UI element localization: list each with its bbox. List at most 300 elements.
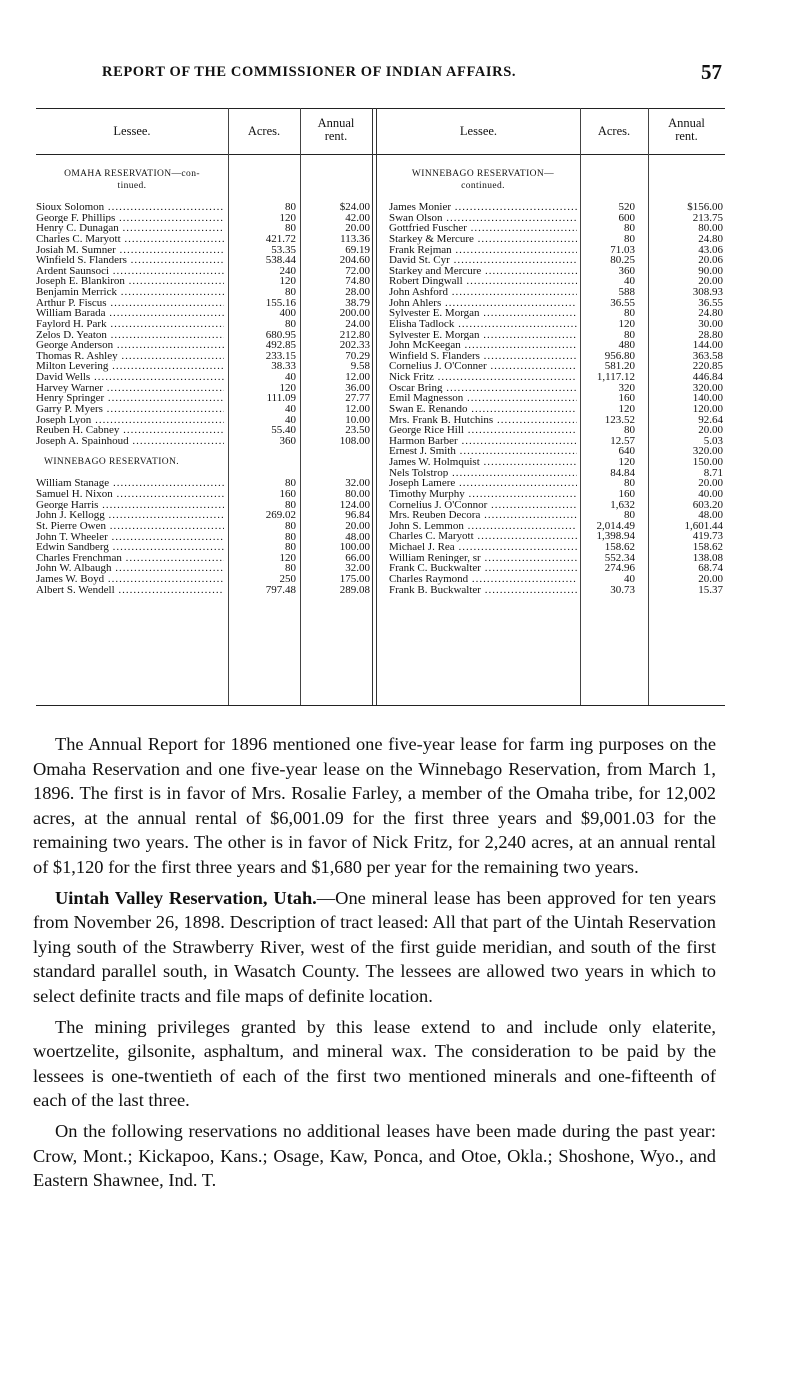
acres-value: 588 (618, 286, 635, 298)
paragraph (33, 886, 716, 1009)
acres-value: 320 (618, 381, 635, 394)
lessee-name: Swan E. Renando ..... (389, 404, 577, 415)
rent-value: 20.00 (698, 424, 723, 437)
lessee-name: Sylvester E. Morgan ..... (389, 330, 577, 341)
acres-value: 111.09 (266, 392, 296, 405)
acres-value: 80 (624, 232, 635, 245)
lessee-name: James W. Boyd ..... (36, 574, 224, 585)
table-top-rule (36, 108, 725, 109)
acres-value: 538.44 (265, 254, 296, 267)
lessee-name: Harmon Barber ..... (389, 436, 577, 447)
section-heading-line: OMAHA RESERVATION—con- (64, 169, 200, 179)
table-row (389, 436, 725, 447)
table-row (36, 202, 372, 213)
omaha-rows (36, 202, 372, 446)
section-heading-line: continued. (461, 181, 505, 191)
lessee-name: Charles C. Maryott ..... (36, 234, 224, 245)
rent-value: 446.84 (692, 371, 723, 383)
rent-value: 320.00 (692, 381, 723, 394)
lessee-name: David St. Cyr ..... (389, 255, 577, 266)
left-table-column (36, 160, 372, 595)
omaha-section-heading (36, 160, 228, 202)
rent-value: 113.36 (340, 232, 370, 245)
column-double-divider (372, 108, 377, 705)
acres-value: 80 (285, 222, 296, 235)
acres-value: 120 (279, 381, 296, 394)
table-row (36, 404, 372, 415)
rent-value: 69.19 (345, 243, 370, 256)
rent-value: 20.00 (698, 477, 723, 490)
rent-value: 100.00 (339, 541, 370, 554)
rent-value: 220.85 (692, 360, 723, 373)
rent-value: 603.20 (692, 498, 723, 511)
table-row (389, 383, 725, 394)
lessee-name: Charles Raymond ..... (389, 574, 577, 585)
lessee-name: Josiah M. Sumner ..... (36, 245, 224, 256)
table-row (36, 255, 372, 266)
lessee-name: Winfield S. Flanders ..... (389, 351, 577, 362)
lessee-name: George Rice Hill ..... (389, 425, 577, 436)
lessee-name: Albert S. Wendell ..... (36, 585, 224, 596)
table-row (36, 287, 372, 298)
acres-value: 956.80 (604, 349, 635, 362)
table-row (36, 415, 372, 426)
lessee-name: Nels Tolstrop ..... (389, 468, 577, 479)
table-row (389, 213, 725, 224)
acres-value: 1,117.12 (596, 371, 635, 383)
body-text (33, 732, 716, 1199)
acres-value: 80 (624, 509, 635, 522)
rent-value: 124.00 (339, 498, 370, 511)
rent-value: 24.80 (698, 232, 723, 245)
table-row (36, 308, 372, 319)
acres-value: 400 (279, 307, 296, 320)
acres-value: 1,632 (610, 498, 635, 511)
acres-value: 797.48 (265, 583, 296, 596)
table-row (389, 351, 725, 362)
acres-value: 360 (279, 434, 296, 447)
table-row (36, 213, 372, 224)
lessee-name: William Barada ..... (36, 308, 224, 319)
lessee-name: Faylord H. Park ..... (36, 319, 224, 330)
table-row (389, 478, 725, 489)
lessee-name: Cornelius J. O'Conner ..... (389, 361, 577, 372)
section-heading-line: tinued. (117, 181, 147, 191)
rent-value: 36.55 (698, 296, 723, 309)
acres-value: 581.20 (604, 360, 635, 373)
table-row (389, 446, 725, 457)
page-number: 57 (701, 60, 722, 84)
lessee-name: Elisha Tadlock ..... (389, 319, 577, 330)
table-row (389, 542, 725, 553)
table-row (36, 510, 372, 521)
table-row (36, 351, 372, 362)
acres-value: 640 (618, 445, 635, 458)
table-row (389, 393, 725, 404)
lessee-name: St. Pierre Owen ..... (36, 521, 224, 532)
table-row (389, 425, 725, 436)
lessee-name: Harvey Warner ..... (36, 383, 224, 394)
rent-value: 1,601.44 (684, 519, 723, 532)
table-row (389, 308, 725, 319)
table-row (389, 574, 725, 585)
paragraph-text: —One mineral lease has been approved for ten years from November 26, 1898. Description of tract leased: All that part of the Uintah Reservation lying south of the Strawberry River, west of the first guide meridian, and south of the first standard parallel south, in Wasatch County. The lessees are allowed two years in which to select definite tracts and file maps of definite location. (33, 887, 716, 1006)
table-row (389, 276, 725, 287)
rent-value: 40.00 (698, 487, 723, 500)
rent-value: 42.00 (345, 211, 370, 224)
table-row (36, 574, 372, 585)
annual-rent-header-right (648, 117, 725, 143)
rent-value: 308.93 (692, 286, 723, 298)
acres-value: 80 (285, 519, 296, 532)
table-row (389, 415, 725, 426)
table-row (389, 404, 725, 415)
acres-value: 55.40 (271, 424, 296, 437)
table-row (36, 276, 372, 287)
rent-value: 20.00 (698, 275, 723, 288)
rent-value: 12.00 (345, 402, 370, 415)
lessee-name: Sylvester E. Morgan ..... (389, 308, 577, 319)
acres-value: 123.52 (604, 413, 635, 426)
acres-value: 80.25 (610, 254, 635, 267)
lessee-name: Winfield S. Flanders ..... (36, 255, 224, 266)
lessee-name: George F. Phillips ..... (36, 213, 224, 224)
lessee-name: Frank Rejman ..... (389, 245, 577, 256)
rent-value: 74.80 (345, 275, 370, 288)
acres-value: 40 (285, 402, 296, 415)
acres-value: 480 (618, 339, 635, 352)
acres-value: 80 (624, 307, 635, 320)
acres-value: 360 (618, 264, 635, 277)
rent-value: 20.00 (345, 519, 370, 532)
table-row (36, 436, 372, 447)
rent-value: $24.00 (339, 201, 370, 213)
acres-value: 80 (624, 424, 635, 437)
acres-value: 274.96 (604, 562, 635, 575)
acres-value: 520 (618, 201, 635, 213)
table-row (36, 330, 372, 341)
lessee-name: Cornelius J. O'Connor ..... (389, 500, 577, 511)
lessee-name: James W. Holmquist ..... (389, 457, 577, 468)
acres-value: 233.15 (265, 349, 296, 362)
rent-value: 20.00 (698, 572, 723, 585)
acres-value: 158.62 (604, 541, 635, 553)
rent-value: 363.58 (692, 349, 723, 362)
table-row (36, 372, 372, 383)
lessee-name: Edwin Sandberg ..... (36, 542, 224, 553)
table-row (36, 553, 372, 564)
running-title: REPORT OF THE COMMISSIONER OF INDIAN AFFAIRS. (102, 64, 517, 80)
rent-value: 12.00 (345, 371, 370, 383)
acres-value: 250 (279, 573, 296, 585)
table-row (389, 330, 725, 341)
acres-value: 80 (624, 222, 635, 235)
rent-value: 96.84 (345, 509, 370, 522)
table-row (389, 298, 725, 309)
table-row (36, 563, 372, 574)
rent-value: 38.79 (345, 296, 370, 309)
rent-value: 108.00 (339, 434, 370, 447)
paragraph: The mining privileges granted by this lease extend to and include only elaterite, woertzelite, gilsonite, asphaltum, and mineral wax. The consideration to be paid by the lessees is one-twentieth of each of the first two mentioned minerals and one-fifteenth of each of the last three. (33, 1016, 716, 1111)
lessee-name: Sioux Solomon ..... (36, 202, 224, 213)
rent-value: 66.00 (345, 551, 370, 564)
lessee-name: James Monier ..... (389, 202, 577, 213)
acres-value: 80 (285, 562, 296, 575)
rent-value: 80.00 (698, 222, 723, 235)
lessee-name: Henry C. Dunagan ..... (36, 223, 224, 234)
lessee-name: Emil Magnesson ..... (389, 393, 577, 404)
rent-value: 200.00 (339, 307, 370, 320)
table-row (389, 563, 725, 574)
table-row (36, 521, 372, 532)
table-row (389, 521, 725, 532)
lessee-name: George Anderson ..... (36, 340, 224, 351)
rent-value: 32.00 (345, 562, 370, 575)
acres-header-left: Acres. (247, 124, 281, 138)
rent-value: 15.37 (698, 583, 723, 596)
acres-value: 155.16 (265, 296, 296, 309)
acres-value: 80 (285, 541, 296, 554)
rent-value: 120.00 (692, 402, 723, 415)
table-row (389, 372, 725, 383)
lessee-name: Frank C. Buckwalter ..... (389, 563, 577, 574)
acres-value: 269.02 (265, 509, 296, 522)
winnebago-continued-heading (389, 160, 577, 202)
lessee-name: Charles Frenchman ..... (36, 553, 224, 564)
winnebago-section-heading: WINNEBAGO RESERVATION. (44, 457, 180, 468)
rent-value: 48.00 (345, 530, 370, 543)
acres-value: 80 (285, 286, 296, 298)
rent-value: 28.80 (698, 328, 723, 341)
lessee-name: Garry P. Myers ..... (36, 404, 224, 415)
lessee-name: John Ahlers ..... (389, 298, 577, 309)
table-row (36, 245, 372, 256)
acres-value: 1,398.94 (596, 530, 635, 543)
table-row (389, 510, 725, 521)
lessee-name: John J. Kellogg ..... (36, 510, 224, 521)
table-row (36, 383, 372, 394)
lessee-name: William Reninger, sr ..... (389, 553, 577, 564)
rent-value: 158.62 (692, 541, 723, 553)
table-row (36, 298, 372, 309)
rent-value: 80.00 (345, 488, 370, 500)
lessee-name: Arthur P. Fiscus ..... (36, 298, 224, 309)
section-heading-line: WINNEBAGO RESERVATION— (411, 169, 555, 179)
acres-value: 80 (285, 201, 296, 213)
acres-value: 36.55 (610, 296, 635, 309)
acres-value: 80 (285, 530, 296, 543)
table-row (389, 489, 725, 500)
acres-value: 492.85 (265, 339, 296, 352)
paragraph: The Annual Report for 1896 mentioned one five-year lease for farm ing purposes on the Omaha Reservation and one five-year lease on the Winnebago Reservation, from March 1, 1896. The first is in favor of Mrs. Rosalie Farley, a member of the Omaha tribe, for 12,002 acres, at the annual rental of $6,001.09 for the first three years and $9,001.03 for the remaining two years. The other is in favor of Nick Fritz, for 2,240 acres, at an annual rental of $1,120 for the first three years and $1,680 per year for the remaining two years. (33, 734, 716, 877)
rent-value: 10.00 (345, 413, 370, 426)
lessee-name: Joseph Lamere ..... (389, 478, 577, 489)
lessee-name: Joseph Lyon ..... (36, 415, 224, 426)
table-bottom-rule (36, 705, 725, 706)
rent-value: 20.00 (345, 222, 370, 235)
rent-value: 150.00 (692, 456, 723, 468)
rent-value: 27.77 (345, 392, 370, 405)
page-header (102, 60, 722, 88)
lessee-name: Gottfried Fuscher ..... (389, 223, 577, 234)
table-row (389, 266, 725, 277)
lessee-header-right: Lessee. (459, 124, 498, 138)
acres-value: 40 (624, 275, 635, 288)
acres-value: 80 (285, 498, 296, 511)
lessee-header-left: Lessee. (113, 124, 151, 138)
lessee-name: Joseph A. Spainhoud ..... (36, 436, 224, 447)
lessee-name: John W. Albaugh ..... (36, 563, 224, 574)
rent-value: 90.00 (698, 264, 723, 277)
acres-value: 84.84 (610, 466, 635, 479)
rent-value: 140.00 (692, 392, 723, 405)
lessee-name: John T. Wheeler ..... (36, 532, 224, 543)
lessee-name: Swan Olson ..... (389, 213, 577, 224)
lessee-name: Reuben H. Cabney ..... (36, 425, 224, 436)
rent-value: 20.06 (698, 254, 723, 267)
table-row (389, 361, 725, 372)
acres-value: 53.35 (271, 243, 296, 256)
lessee-name: Starkey & Mercure ..... (389, 234, 577, 245)
lessee-name: Frank B. Buckwalter ..... (389, 585, 577, 596)
lessee-name: Mrs. Frank B. Hutchins ..... (389, 415, 577, 426)
acres-value: 680.95 (265, 328, 296, 341)
table-row (389, 234, 725, 245)
acres-value: 160 (279, 488, 296, 500)
rent-value: 28.00 (345, 286, 370, 298)
table-row (36, 585, 372, 596)
rent-value: 24.00 (345, 317, 370, 330)
winnebago-rows (36, 478, 372, 595)
rent-value: 289.08 (339, 583, 370, 596)
acres-value: 40 (285, 371, 296, 383)
lessee-name: Mrs. Reuben Decora ..... (389, 510, 577, 521)
lessee-name: Joseph E. Blankiron ..... (36, 276, 224, 287)
table-row (389, 255, 725, 266)
rent-value: 68.74 (698, 562, 723, 575)
table-row (36, 489, 372, 500)
acres-value: 120 (618, 317, 635, 330)
acres-header-right: Acres. (597, 124, 631, 138)
table-row (389, 531, 725, 542)
lessee-name: Thomas R. Ashley ..... (36, 351, 224, 362)
lessee-name: John S. Lemmon ..... (389, 521, 577, 532)
acres-value: 30.73 (610, 583, 635, 596)
table-row (36, 500, 372, 511)
table-row (389, 553, 725, 564)
acres-value: 38.33 (271, 360, 296, 373)
table-row (389, 223, 725, 234)
table-row (36, 223, 372, 234)
acres-value: 120 (279, 211, 296, 224)
table-row (389, 468, 725, 479)
annual-label: Annual (317, 116, 355, 130)
rent-value: 202.33 (339, 339, 370, 352)
rent-label: rent. (675, 129, 698, 143)
lessee-name: George Harris ..... (36, 500, 224, 511)
rent-label: rent. (324, 129, 348, 143)
lessee-name: Ardent Saunsoci ..... (36, 266, 224, 277)
rent-value: 419.73 (692, 530, 723, 543)
lessee-name: Milton Levering ..... (36, 361, 224, 372)
lessee-name: Oscar Bring ..... (389, 383, 577, 394)
table-row (36, 266, 372, 277)
rent-value: 36.00 (345, 381, 370, 394)
acres-value: 80 (285, 317, 296, 330)
table-row (36, 478, 372, 489)
acres-value: 120 (618, 402, 635, 415)
table-row (36, 361, 372, 372)
acres-value: 120 (279, 275, 296, 288)
rent-value: 8.71 (703, 466, 723, 479)
paragraph-lead: Uintah Valley Reservation, Utah. (55, 887, 317, 908)
acres-value: 600 (618, 211, 635, 224)
rent-value: 43.06 (698, 243, 723, 256)
acres-value: 2,014.49 (596, 519, 635, 532)
rent-value: 175.00 (339, 573, 370, 585)
table-header-rule (36, 154, 725, 155)
lessee-name: Ernest J. Smith ..... (389, 446, 577, 457)
acres-value: 160 (618, 392, 635, 405)
table-row (36, 542, 372, 553)
rent-value: 5.03 (703, 434, 723, 447)
acres-value: 160 (618, 487, 635, 500)
table-row (389, 245, 725, 256)
rent-value: 72.00 (345, 264, 370, 277)
acres-value: 552.34 (604, 551, 635, 564)
rent-value: 30.00 (698, 317, 723, 330)
rent-value: 144.00 (692, 339, 723, 352)
acres-value: 120 (618, 456, 635, 468)
acres-value: 421.72 (265, 232, 296, 245)
rent-value: 212.80 (339, 328, 370, 341)
annual-label: Annual (668, 116, 705, 130)
lessee-name: Samuel H. Nixon ..... (36, 489, 224, 500)
table-row (36, 340, 372, 351)
lessee-name: Zelos D. Yeaton ..... (36, 330, 224, 341)
rent-value: 213.75 (692, 211, 723, 224)
rent-value: 32.00 (345, 477, 370, 490)
right-table-column (389, 160, 725, 595)
table-row (389, 319, 725, 330)
lessee-name: John McKeegan ..... (389, 340, 577, 351)
acres-value: 240 (279, 264, 296, 277)
rent-value: $156.00 (687, 201, 723, 213)
acres-value: 80 (624, 328, 635, 341)
rent-value: 92.64 (698, 413, 723, 426)
rent-value: 24.80 (698, 307, 723, 320)
lessee-name: Robert Dingwall ..... (389, 276, 577, 287)
lessee-name: Michael J. Rea ..... (389, 542, 577, 553)
paragraph: On the following reservations no additional leases have been made during the past year: Crow, Mont.; Kickapoo, Kans.; Osage, Kaw, Ponca, and Otoe, Okla.; Shoshone, Wyo., and Eastern Shawnee, Ind. T. (33, 1120, 716, 1191)
lessee-name: John Ashford ..... (389, 287, 577, 298)
table-row (389, 202, 725, 213)
table-row (389, 287, 725, 298)
lessee-name: Timothy Murphy ..... (389, 489, 577, 500)
acres-value: 40 (285, 413, 296, 426)
lessee-name: William Stanage ..... (36, 478, 224, 489)
winnebago-continued-rows (389, 202, 725, 595)
rent-value: 9.58 (350, 360, 370, 373)
acres-value: 40 (624, 572, 635, 585)
table-row (36, 425, 372, 436)
acres-value: 80 (624, 477, 635, 490)
table-row (389, 340, 725, 351)
lessee-name: Benjamin Merrick ..... (36, 287, 224, 298)
lessee-name: Charles C. Maryott ..... (389, 531, 577, 542)
acres-value: 12.57 (610, 434, 635, 447)
lessee-name: Henry Springer ..... (36, 393, 224, 404)
